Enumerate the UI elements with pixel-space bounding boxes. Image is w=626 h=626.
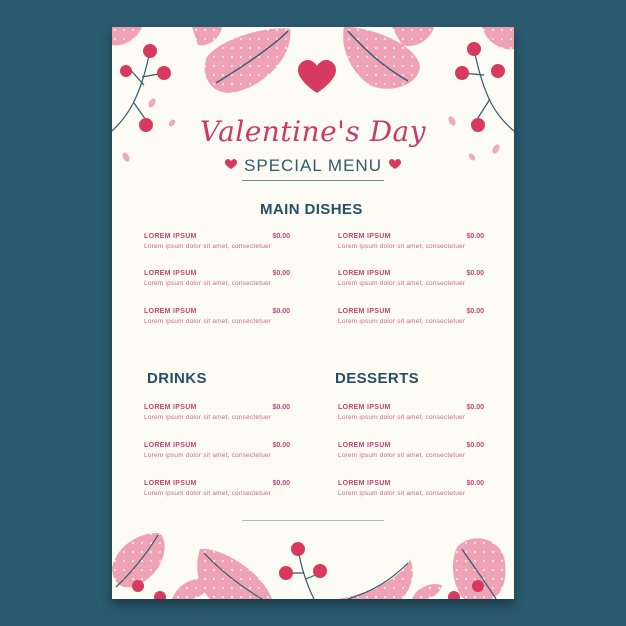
item-description: Lorem ipsum dolor sit amet, consectetuer bbox=[144, 318, 272, 325]
item-description: Lorem ipsum dolor sit amet, consectetuer bbox=[144, 243, 272, 250]
menu-item bbox=[144, 404, 290, 421]
item-price: $0.00 bbox=[272, 270, 290, 277]
menu-subtitle: SPECIAL MENU bbox=[244, 156, 382, 175]
item-price: $0.00 bbox=[272, 480, 290, 487]
item-name: LOREM IPSUM bbox=[144, 404, 197, 411]
section-heading-desserts: DESSERTS bbox=[335, 370, 420, 387]
item-description: Lorem ipsum dolor sit amet, consectetuer bbox=[144, 490, 272, 497]
item-name: LOREM IPSUM bbox=[144, 480, 197, 487]
item-name: LOREM IPSUM bbox=[338, 233, 391, 240]
berries-bottom bbox=[132, 542, 484, 599]
item-price: $0.00 bbox=[466, 480, 484, 487]
berry-branch-bottom bbox=[286, 549, 320, 599]
item-name: LOREM IPSUM bbox=[144, 270, 197, 277]
leaf-bottom-right bbox=[338, 538, 506, 599]
menu-item bbox=[338, 404, 484, 421]
menu-item bbox=[144, 308, 290, 325]
menu-item bbox=[338, 442, 484, 459]
item-name: LOREM IPSUM bbox=[144, 442, 197, 449]
item-description: Lorem ipsum dolor sit amet, consectetuer bbox=[144, 280, 272, 287]
item-price: $0.00 bbox=[466, 308, 484, 315]
item-price: $0.00 bbox=[272, 308, 290, 315]
item-description: Lorem ipsum dolor sit amet, consectetuer bbox=[144, 414, 272, 421]
leaf-bottom-left bbox=[112, 533, 272, 599]
menu-item bbox=[144, 233, 290, 250]
section-heading-main-dishes: MAIN DISHES bbox=[260, 201, 363, 218]
item-price: $0.00 bbox=[466, 233, 484, 240]
item-name: LOREM IPSUM bbox=[338, 404, 391, 411]
menu-item bbox=[338, 308, 484, 325]
item-name: LOREM IPSUM bbox=[338, 442, 391, 449]
item-price: $0.00 bbox=[466, 442, 484, 449]
menu-item bbox=[144, 442, 290, 459]
item-description: Lorem ipsum dolor sit amet, consectetuer bbox=[338, 280, 466, 287]
item-price: $0.00 bbox=[272, 442, 290, 449]
menu-item bbox=[338, 480, 484, 497]
leaf-top-right bbox=[343, 27, 514, 89]
menu-card bbox=[112, 27, 514, 599]
section-heading-drinks: DRINKS bbox=[147, 370, 207, 387]
item-description: Lorem ipsum dolor sit amet, consectetuer bbox=[338, 452, 466, 459]
title-underline bbox=[242, 180, 384, 181]
item-description: Lorem ipsum dolor sit amet, consectetuer bbox=[338, 243, 466, 250]
item-description: Lorem ipsum dolor sit amet, consectetuer bbox=[144, 452, 272, 459]
item-price: $0.00 bbox=[272, 233, 290, 240]
item-name: LOREM IPSUM bbox=[144, 308, 197, 315]
item-price: $0.00 bbox=[466, 270, 484, 277]
item-price: $0.00 bbox=[272, 404, 290, 411]
item-description: Lorem ipsum dolor sit amet, consectetuer bbox=[338, 318, 466, 325]
menu-item bbox=[338, 233, 484, 250]
menu-item bbox=[144, 270, 290, 287]
item-description: Lorem ipsum dolor sit amet, consectetuer bbox=[338, 414, 466, 421]
item-name: LOREM IPSUM bbox=[338, 308, 391, 315]
item-name: LOREM IPSUM bbox=[338, 270, 391, 277]
menu-item bbox=[338, 270, 484, 287]
bottom-divider bbox=[242, 520, 384, 521]
leaf-top-left bbox=[112, 27, 290, 93]
item-name: LOREM IPSUM bbox=[338, 480, 391, 487]
item-price: $0.00 bbox=[466, 404, 484, 411]
item-name: LOREM IPSUM bbox=[144, 233, 197, 240]
menu-item bbox=[144, 480, 290, 497]
menu-title: Valentine's Day bbox=[199, 115, 427, 148]
heart-icon bbox=[298, 60, 336, 93]
item-description: Lorem ipsum dolor sit amet, consectetuer bbox=[338, 490, 466, 497]
